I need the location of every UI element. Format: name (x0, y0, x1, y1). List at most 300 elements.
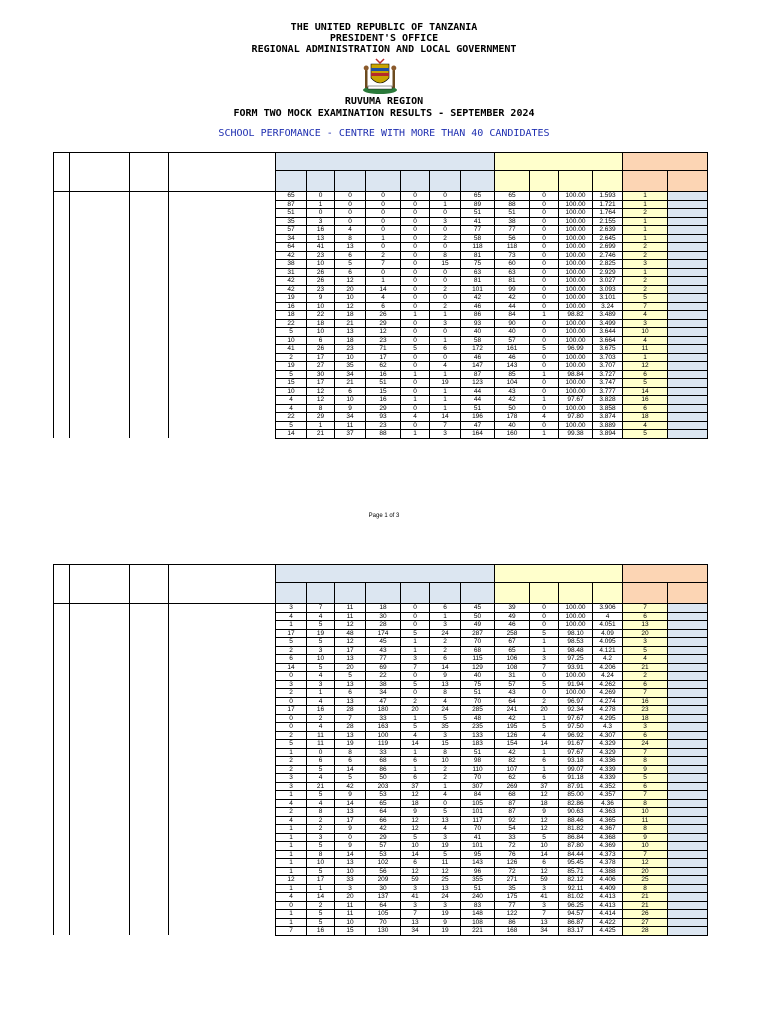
blank-cell (70, 226, 130, 235)
data-cell: 10 (335, 396, 366, 405)
data-cell: 17 (307, 353, 335, 362)
data-cell: 35 (276, 217, 307, 226)
blank-cell (130, 782, 169, 791)
blank-cell (169, 765, 276, 774)
data-cell: 12 (623, 859, 668, 868)
table-row (54, 421, 708, 430)
data-cell: 7 (623, 791, 668, 800)
data-cell: 6 (335, 757, 366, 766)
table-row (54, 251, 708, 260)
data-cell: 41 (307, 243, 335, 252)
data-cell: 3 (623, 319, 668, 328)
blank-cell (54, 362, 70, 371)
blank-cell (70, 663, 130, 672)
data-cell: 7 (401, 663, 430, 672)
blank-cell (54, 918, 70, 927)
data-cell: 4.373 (593, 850, 623, 859)
data-cell: 3.499 (593, 319, 623, 328)
data-cell: 12 (276, 876, 307, 885)
data-cell: 99.07 (559, 765, 593, 774)
data-cell: 0 (430, 268, 461, 277)
data-cell: 46 (461, 302, 495, 311)
blank-cell (169, 655, 276, 664)
blank-cell (169, 748, 276, 757)
blank-cell (54, 277, 70, 286)
data-cell: 1 (276, 825, 307, 834)
data-cell: 0 (530, 302, 559, 311)
header-cell (169, 153, 276, 192)
data-cell: 0 (366, 268, 401, 277)
data-cell: 1 (430, 336, 461, 345)
data-cell: 87.80 (559, 842, 593, 851)
data-cell: 1 (276, 748, 307, 757)
data-cell: 14 (307, 893, 335, 902)
blank-cell (70, 867, 130, 876)
blank-cell (130, 226, 169, 235)
data-cell: 100.00 (559, 353, 593, 362)
blank-cell (70, 799, 130, 808)
blank-cell (54, 842, 70, 851)
table-row (54, 638, 708, 647)
blank-cell (70, 859, 130, 868)
blank-cell (70, 723, 130, 732)
data-cell: 10 (623, 328, 668, 337)
blank-cell (169, 336, 276, 345)
data-cell: 3.664 (593, 336, 623, 345)
blank-cell (54, 404, 70, 413)
table-row (54, 413, 708, 422)
data-cell: 6 (335, 251, 366, 260)
data-cell: 86 (495, 918, 530, 927)
table-row (54, 277, 708, 286)
data-cell: 5 (430, 808, 461, 817)
data-cell: 23 (335, 345, 366, 354)
data-cell: 100.00 (559, 672, 593, 681)
table-row (54, 629, 708, 638)
data-cell: 38 (366, 680, 401, 689)
blank-cell (169, 345, 276, 354)
blank-cell (169, 901, 276, 910)
blank-cell (668, 799, 708, 808)
data-cell: 5 (530, 345, 559, 354)
data-cell: 57 (495, 336, 530, 345)
data-cell: 33 (366, 714, 401, 723)
data-cell: 0 (401, 294, 430, 303)
header-cell (366, 583, 401, 604)
data-cell: 89 (461, 200, 495, 209)
blank-cell (130, 268, 169, 277)
data-cell: 11 (307, 740, 335, 749)
data-cell: 54 (495, 825, 530, 834)
data-cell: 41 (461, 217, 495, 226)
blank-cell (668, 362, 708, 371)
blank-cell (169, 808, 276, 817)
data-cell: 34 (530, 927, 559, 936)
blank-cell (130, 404, 169, 413)
blank-cell (169, 893, 276, 902)
data-cell: 5 (307, 638, 335, 647)
data-cell: 97.67 (559, 714, 593, 723)
blank-cell (54, 421, 70, 430)
data-cell: 17 (366, 353, 401, 362)
data-cell: 0 (366, 209, 401, 218)
data-cell: 0 (530, 217, 559, 226)
blank-cell (130, 612, 169, 621)
blank-cell (54, 927, 70, 936)
blank-cell (130, 234, 169, 243)
data-cell: 10 (307, 859, 335, 868)
data-cell: 6 (276, 655, 307, 664)
data-cell: 4.365 (593, 816, 623, 825)
region-title: RUVUMA REGION (344, 96, 424, 107)
data-cell: 86 (461, 311, 495, 320)
table-row (54, 621, 708, 630)
blank-cell (54, 910, 70, 919)
data-cell: 15 (276, 379, 307, 388)
data-cell: 16 (307, 927, 335, 936)
data-cell: 1 (276, 850, 307, 859)
blank-cell (54, 723, 70, 732)
data-cell: 161 (495, 345, 530, 354)
data-cell: 10 (530, 842, 559, 851)
data-cell: 10 (276, 387, 307, 396)
data-cell: 1 (307, 884, 335, 893)
data-cell: 0 (530, 379, 559, 388)
results-table-page2 (53, 564, 708, 936)
data-cell: 3 (530, 884, 559, 893)
blank-cell (668, 714, 708, 723)
data-cell: 100.00 (559, 604, 593, 613)
data-cell: 183 (461, 740, 495, 749)
data-cell: 83 (461, 901, 495, 910)
data-cell: 16 (307, 706, 335, 715)
blank-cell (130, 663, 169, 672)
data-cell: 44 (461, 396, 495, 405)
data-cell: 30 (366, 612, 401, 621)
data-cell: 108 (495, 663, 530, 672)
data-cell: 6 (623, 782, 668, 791)
blank-cell (130, 243, 169, 252)
blank-cell (70, 413, 130, 422)
data-cell: 4.388 (593, 867, 623, 876)
header-cell (335, 583, 366, 604)
blank-cell (668, 782, 708, 791)
data-cell: 3 (430, 319, 461, 328)
data-cell: 1 (276, 859, 307, 868)
blank-cell (169, 251, 276, 260)
data-cell: 0 (530, 604, 559, 613)
data-cell: 0 (276, 723, 307, 732)
data-cell: 0 (276, 714, 307, 723)
blank-cell (130, 604, 169, 613)
data-cell: 17 (307, 379, 335, 388)
data-cell: 5 (623, 294, 668, 303)
data-cell: 1 (530, 638, 559, 647)
data-cell: 18 (276, 311, 307, 320)
blank-cell (54, 765, 70, 774)
data-cell: 100.00 (559, 268, 593, 277)
data-cell: 3 (623, 638, 668, 647)
data-cell: 59 (401, 876, 430, 885)
blank-cell (668, 859, 708, 868)
blank-cell (130, 345, 169, 354)
table-row (54, 345, 708, 354)
data-cell: 13 (430, 680, 461, 689)
data-cell: 100.00 (559, 294, 593, 303)
blank-cell (169, 816, 276, 825)
blank-cell (54, 209, 70, 218)
data-cell: 3 (307, 646, 335, 655)
data-cell: 5 (307, 663, 335, 672)
table-row (54, 680, 708, 689)
data-cell: 3 (530, 901, 559, 910)
data-cell: 28 (335, 706, 366, 715)
data-cell: 1 (623, 353, 668, 362)
data-cell: 91.67 (559, 740, 593, 749)
data-cell: 5 (307, 621, 335, 630)
data-cell: 87 (276, 200, 307, 209)
data-cell: 180 (366, 706, 401, 715)
data-cell: 14 (623, 387, 668, 396)
blank-cell (169, 192, 276, 201)
data-cell: 88.46 (559, 816, 593, 825)
data-cell: 4.278 (593, 706, 623, 715)
blank-cell (130, 723, 169, 732)
data-cell: 2 (307, 901, 335, 910)
blank-cell (668, 646, 708, 655)
blank-cell (668, 379, 708, 388)
data-cell: 4.413 (593, 901, 623, 910)
blank-cell (54, 731, 70, 740)
blank-cell (54, 260, 70, 269)
data-cell: 22 (366, 672, 401, 681)
data-cell: 1 (401, 638, 430, 647)
data-cell: 34 (335, 370, 366, 379)
blank-cell (70, 910, 130, 919)
blank-cell (70, 285, 130, 294)
data-cell: 8 (307, 404, 335, 413)
data-cell: 10 (401, 842, 430, 851)
data-cell: 14 (335, 850, 366, 859)
data-cell: 2 (276, 646, 307, 655)
blank-cell (169, 850, 276, 859)
blank-cell (130, 867, 169, 876)
data-cell: 97.25 (559, 655, 593, 664)
data-cell: 11 (623, 816, 668, 825)
blank-cell (668, 918, 708, 927)
data-cell: 101 (461, 285, 495, 294)
data-cell: 30 (366, 884, 401, 893)
data-cell: 5 (623, 379, 668, 388)
blank-cell (668, 765, 708, 774)
data-cell: 4.363 (593, 808, 623, 817)
data-cell: 57 (276, 226, 307, 235)
table-row (54, 370, 708, 379)
blank-cell (668, 791, 708, 800)
blank-cell (70, 430, 130, 439)
blank-cell (54, 697, 70, 706)
blank-cell (130, 336, 169, 345)
blank-cell (54, 294, 70, 303)
blank-cell (130, 697, 169, 706)
data-cell: 11 (335, 910, 366, 919)
data-cell: 4 (530, 413, 559, 422)
data-cell: 3 (401, 655, 430, 664)
data-cell: 2 (430, 765, 461, 774)
data-cell: 129 (461, 663, 495, 672)
data-cell: 1 (430, 370, 461, 379)
blank-cell (130, 672, 169, 681)
data-cell: 2 (307, 825, 335, 834)
blank-cell (668, 192, 708, 201)
blank-cell (54, 638, 70, 647)
data-cell: 12 (401, 816, 430, 825)
data-cell: 2.639 (593, 226, 623, 235)
blank-cell (130, 646, 169, 655)
data-cell: 3.828 (593, 396, 623, 405)
blank-cell (130, 396, 169, 405)
data-cell: 6 (335, 268, 366, 277)
data-cell: 22 (276, 319, 307, 328)
data-cell: 13 (335, 328, 366, 337)
data-cell: 87.91 (559, 782, 593, 791)
data-cell: 2 (430, 285, 461, 294)
data-cell: 105 (461, 799, 495, 808)
data-cell: 4.352 (593, 782, 623, 791)
blank-cell (668, 285, 708, 294)
data-cell: 4.422 (593, 918, 623, 927)
data-cell: 49 (495, 612, 530, 621)
blank-cell (130, 842, 169, 851)
blank-cell (668, 774, 708, 783)
blank-cell (169, 413, 276, 422)
data-cell: 18 (530, 799, 559, 808)
header-cell (54, 153, 70, 192)
data-cell: 39 (495, 604, 530, 613)
blank-cell (668, 413, 708, 422)
data-cell: 38 (276, 260, 307, 269)
blank-cell (70, 294, 130, 303)
data-cell: 0 (530, 260, 559, 269)
data-cell: 355 (461, 876, 495, 885)
data-cell: 3.894 (593, 430, 623, 439)
data-cell: 1 (530, 748, 559, 757)
data-cell: 4 (593, 612, 623, 621)
blank-cell (130, 884, 169, 893)
data-cell: 6 (366, 302, 401, 311)
data-cell: 178 (495, 413, 530, 422)
header-cell (401, 583, 430, 604)
data-cell: 3 (430, 430, 461, 439)
data-cell: 15 (430, 740, 461, 749)
data-cell: 41 (461, 833, 495, 842)
data-cell: 8 (335, 748, 366, 757)
data-cell: 13 (307, 234, 335, 243)
data-cell: 1.721 (593, 200, 623, 209)
data-cell: 10 (276, 336, 307, 345)
data-cell: 26 (307, 277, 335, 286)
blank-cell (668, 638, 708, 647)
data-cell: 31 (276, 268, 307, 277)
blank-cell (130, 918, 169, 927)
data-cell: 1.593 (593, 192, 623, 201)
blank-cell (54, 825, 70, 834)
data-cell: 0 (366, 200, 401, 209)
data-cell: 51 (461, 689, 495, 698)
data-cell: 4 (307, 672, 335, 681)
blank-cell (70, 884, 130, 893)
blank-cell (169, 910, 276, 919)
blank-cell (130, 731, 169, 740)
data-cell: 88 (495, 200, 530, 209)
table-row (54, 842, 708, 851)
data-cell: 3 (401, 901, 430, 910)
data-cell: 126 (495, 859, 530, 868)
data-cell: 34 (335, 413, 366, 422)
data-cell: 9 (530, 808, 559, 817)
blank-cell (169, 740, 276, 749)
blank-cell (54, 370, 70, 379)
data-cell: 0 (430, 294, 461, 303)
data-cell: 8 (623, 884, 668, 893)
data-cell: 0 (401, 277, 430, 286)
data-cell: 29 (366, 319, 401, 328)
data-cell: 2 (276, 808, 307, 817)
data-cell: 42 (366, 825, 401, 834)
data-cell: 133 (461, 731, 495, 740)
data-cell: 2 (430, 302, 461, 311)
data-cell: 15 (366, 387, 401, 396)
data-cell: 2 (623, 277, 668, 286)
data-cell: 4.368 (593, 833, 623, 842)
data-cell: 4.413 (593, 893, 623, 902)
blank-cell (70, 714, 130, 723)
data-cell: 122 (495, 910, 530, 919)
data-cell: 7 (276, 927, 307, 936)
data-cell: 76 (495, 850, 530, 859)
data-cell: 71 (366, 345, 401, 354)
data-cell: 12 (307, 396, 335, 405)
data-cell: 18 (623, 413, 668, 422)
data-cell: 0 (366, 243, 401, 252)
data-cell: 0 (401, 192, 430, 201)
data-cell: 1 (276, 867, 307, 876)
blank-cell (169, 268, 276, 277)
blank-cell (70, 200, 130, 209)
blank-cell (54, 791, 70, 800)
data-cell: 2 (307, 714, 335, 723)
data-cell: 1 (366, 277, 401, 286)
blank-cell (668, 910, 708, 919)
data-cell: 0 (530, 243, 559, 252)
data-cell: 34 (401, 927, 430, 936)
data-cell: 7 (335, 714, 366, 723)
data-cell: 68 (366, 757, 401, 766)
blank-cell (668, 689, 708, 698)
data-cell: 12 (401, 825, 430, 834)
blank-cell (54, 646, 70, 655)
data-cell: 9 (307, 294, 335, 303)
table-row (54, 748, 708, 757)
blank-cell (70, 612, 130, 621)
data-cell: 33 (495, 833, 530, 842)
data-cell: 64 (366, 901, 401, 910)
data-cell: 0 (366, 226, 401, 235)
data-cell: 100.00 (559, 234, 593, 243)
data-cell: 99.38 (559, 430, 593, 439)
data-cell: 0 (335, 217, 366, 226)
blank-cell (668, 251, 708, 260)
